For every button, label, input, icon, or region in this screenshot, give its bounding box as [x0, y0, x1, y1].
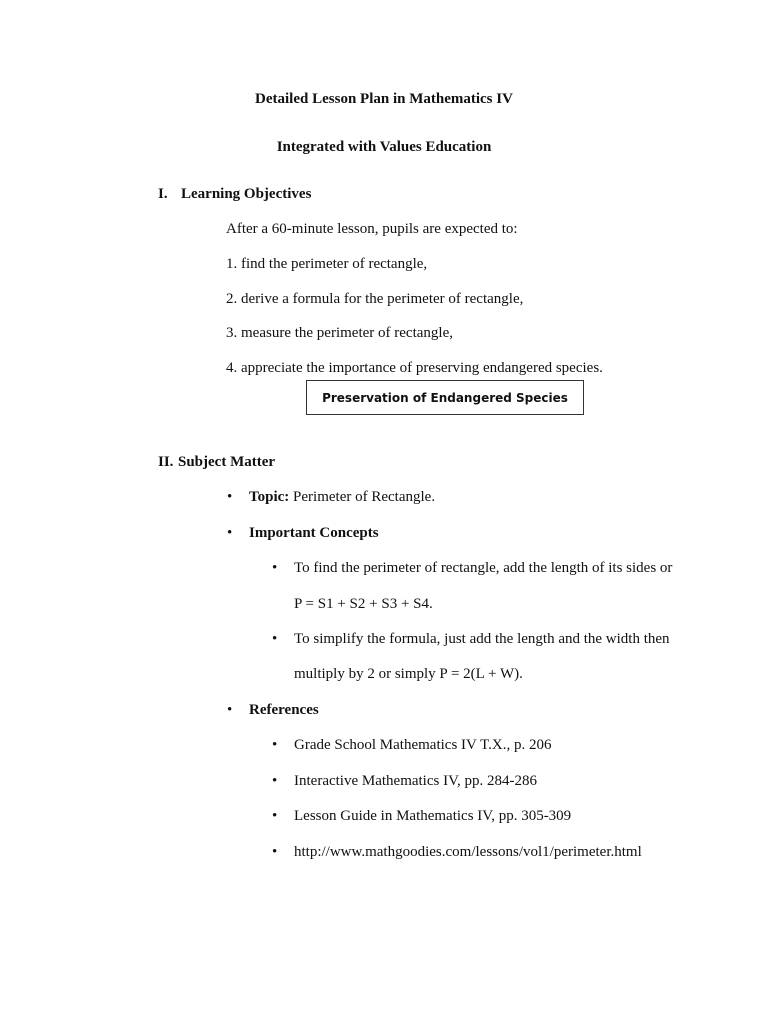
values-box-label: Preservation of Endangered Species — [322, 390, 568, 405]
concept-line: P = S1 + S2 + S3 + S4. — [294, 596, 433, 612]
reference-item: Grade School Mathematics IV T.X., p. 206 — [294, 737, 552, 753]
objective-item: 1. find the perimeter of rectangle, — [226, 256, 428, 272]
reference-link[interactable]: http://www.mathgoodies.com/lessons/vol1/perimeter.html — [294, 844, 642, 860]
bullet-icon: • — [227, 489, 233, 505]
bullet-icon: • — [272, 737, 278, 753]
topic-value: Perimeter of Rectangle. — [293, 489, 436, 505]
bullet-icon: • — [227, 702, 233, 718]
concept-line: To find the perimeter of rectangle, add the length of its sides or — [294, 560, 673, 576]
concept-line: multiply by 2 or simply P = 2(L + W). — [294, 666, 523, 682]
document-title: Detailed Lesson Plan in Mathematics IV — [255, 91, 513, 107]
bullet-icon: • — [227, 525, 233, 541]
references-label: References — [249, 702, 319, 718]
document-subtitle: Integrated with Values Education — [276, 139, 492, 155]
section-1-numeral: I. — [158, 186, 168, 202]
section-2-heading: Subject Matter — [178, 454, 276, 470]
topic-label: Topic: — [249, 489, 290, 505]
bullet-icon: • — [272, 808, 278, 824]
objectives-intro: After a 60-minute lesson, pupils are expected to: — [226, 221, 518, 237]
section-2-numeral: II. — [158, 454, 174, 470]
reference-item: Lesson Guide in Mathematics IV, pp. 305-309 — [294, 808, 572, 824]
reference-item: Interactive Mathematics IV, pp. 284-286 — [294, 773, 537, 789]
values-box — [306, 380, 584, 415]
objective-item: 3. measure the perimeter of rectangle, — [226, 325, 453, 341]
section-1-heading: Learning Objectives — [181, 186, 312, 202]
bullet-icon: • — [272, 844, 278, 860]
concepts-label: Important Concepts — [249, 525, 379, 541]
concept-line: To simplify the formula, just add the length and the width then — [294, 631, 670, 647]
bullet-icon: • — [272, 560, 278, 576]
bullet-icon: • — [272, 773, 278, 789]
topic-line — [249, 488, 435, 506]
bullet-icon: • — [272, 631, 278, 647]
objective-item: 4. appreciate the importance of preserving endangered species. — [226, 360, 603, 376]
objective-item: 2. derive a formula for the perimeter of rectangle, — [226, 291, 524, 307]
